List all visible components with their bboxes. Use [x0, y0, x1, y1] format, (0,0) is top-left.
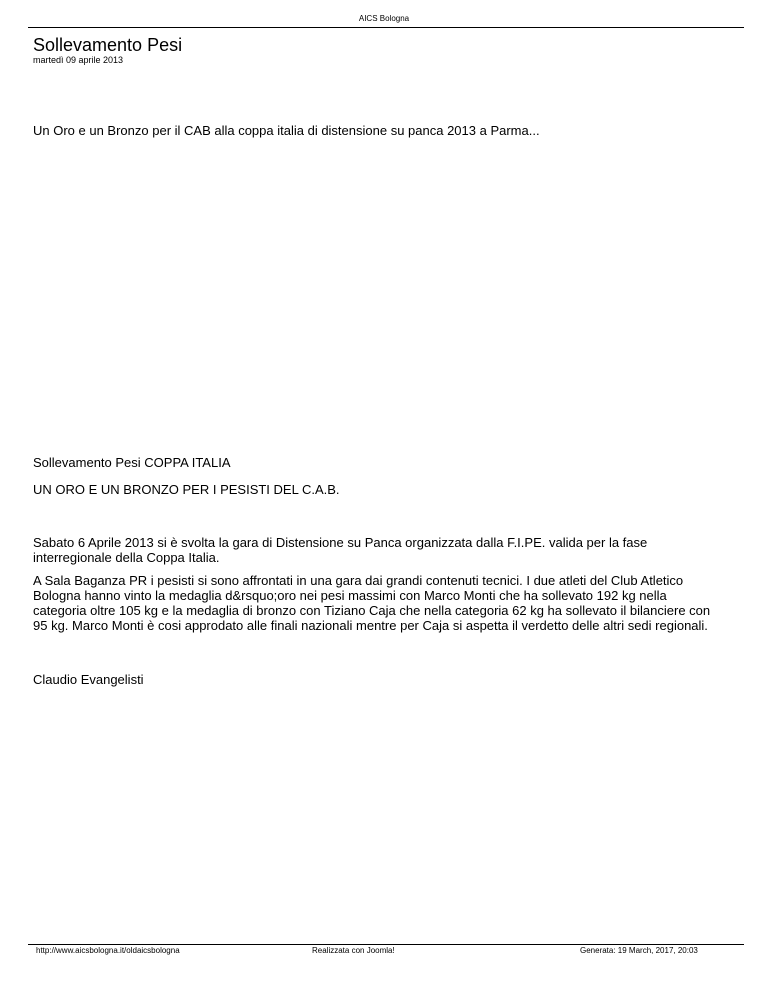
article-subheading: UN ORO E UN BRONZO PER I PESISTI DEL C.A.B.	[33, 482, 340, 497]
footer-divider	[28, 944, 744, 945]
article-paragraph: A Sala Baganza PR i pesisti si sono affrontati in una gara dai grandi contenuti tecnici. I due atleti del Club Atletico Bologna hanno vinto la medaglia d&rsquo;oro nei pesi massimi con Marco Monti che ha sollevato 192 kg nella categoria oltre 105 kg e la medaglia di bronzo con Tiziano Caja che nella categoria 62 kg ha sollevato il bilanciere con 95 kg. Marco Monti è cosi approdato alle finali nazionali mentre per Caja si aspetta il verdetto delle altri sedi regionali.	[33, 573, 711, 633]
article-title: Sollevamento Pesi	[33, 35, 183, 55]
article-heading: Sollevamento Pesi COPPA ITALIA	[33, 455, 231, 470]
article-date: martedì 09 aprile 2013	[33, 55, 124, 65]
header-divider	[28, 27, 744, 28]
article-intro: Un Oro e un Bronzo per il CAB alla coppa italia di distensione su panca 2013 a Parma...	[33, 123, 540, 138]
article-author: Claudio Evangelisti	[33, 672, 144, 687]
site-name: AICS Bologna	[358, 14, 410, 23]
footer-generated: Generata: 19 March, 2017, 20:03	[580, 946, 698, 955]
footer-url: http://www.aicsbologna.it/oldaicsbologna	[36, 946, 180, 955]
article-paragraph: Sabato 6 Aprile 2013 si è svolta la gara di Distensione su Panca organizzata dalla F.I.PE. valida per la fase interregionale della Coppa Italia.	[33, 535, 648, 565]
footer-credit: Realizzata con Joomla!	[312, 946, 395, 955]
